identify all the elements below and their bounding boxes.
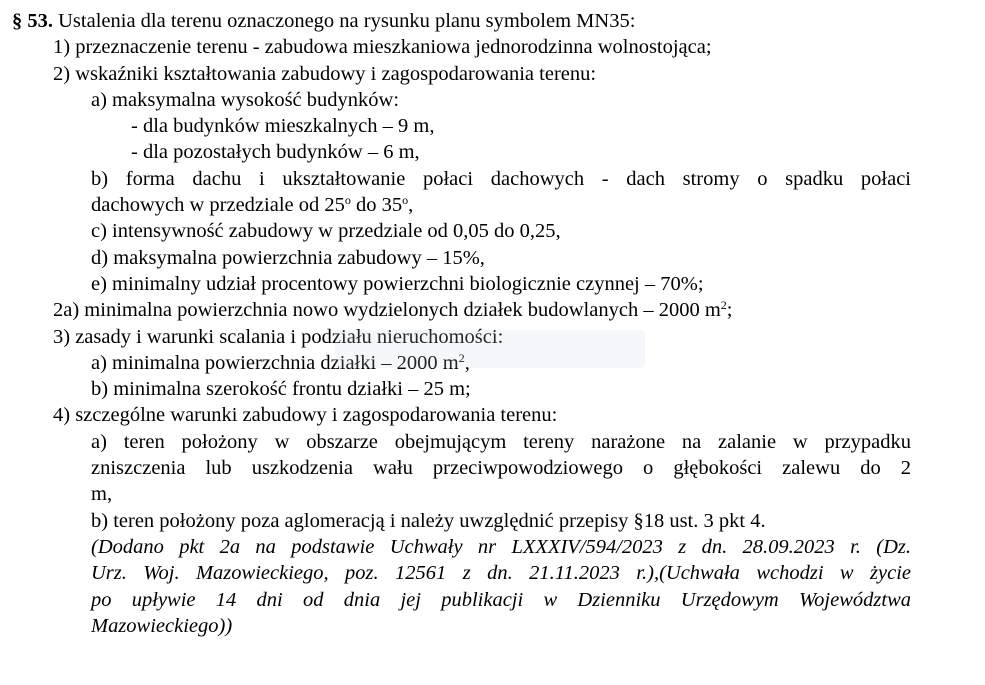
item-2a: a) maksymalna wysokość budynków: xyxy=(91,88,400,111)
item-4a-line2: zniszczenia lub uszkodzenia wału przeciwpowodziowego o głębokości zalewu do 2 xyxy=(91,457,911,480)
item-2e: e) minimalny udział procentowy powierzchni biologicznie czynnej – 70%; xyxy=(91,272,704,295)
item-4: 4) szczególne warunki zabudowy i zagospodarowania terenu: xyxy=(53,404,558,427)
item-4a-line1: a) teren położony w obszarze obejmującym tereny narażone na zalanie w przypadku xyxy=(91,430,911,453)
item-1: 1) przeznaczenie terenu - zabudowa mieszkaniowa jednorodzinna wolnostojąca; xyxy=(53,36,712,59)
watermark-overlay xyxy=(335,330,645,368)
item-4a-line3: m, xyxy=(91,483,113,506)
amendment-note-line1: (Dodano pkt 2a na podstawie Uchwały nr LXXXIV/594/2023 z dn. 28.09.2023 r. (Dz. xyxy=(91,535,911,558)
amendment-note-line4: Mazowieckiego)) xyxy=(91,614,233,637)
amendment-note-line3: po upływie 14 dni od dnia jej publikacji w Dzienniku Urzędowym Województwa xyxy=(91,588,911,611)
item-3b: b) minimalna szerokość frontu działki – 25 m; xyxy=(91,378,471,401)
item-2b-line2: dachowych w przedziale od 25$^o$ do 35$^o$, xyxy=(91,193,414,217)
item-2b-line1: b) forma dachu i ukształtowanie połaci dachowych - dach stromy o spadku połaci xyxy=(91,167,911,190)
item-2c: c) intensywność zabudowy w przedziale od 0,05 do 0,25, xyxy=(91,220,561,243)
item-3a: a) minimalna powierzchnia działki – 2000 $m^2$, xyxy=(91,350,470,374)
item-2a-other: - dla pozostałych budynków – 6 m, xyxy=(131,141,420,164)
section-heading xyxy=(0,8,985,34)
item-2a-residential: - dla budynków mieszkalnych – 9 m, xyxy=(131,115,435,138)
section-number: § 53. xyxy=(12,10,53,32)
item-3: 3) zasady i warunki scalania i podziału nieruchomości: xyxy=(53,325,504,348)
item-2a-plot-area: 2a) minimalna powierzchnia nowo wydzielonych działek budowlanych – 2000 $m^2$; xyxy=(53,298,733,322)
section-title: Ustalenia dla terenu oznaczonego na rysunku planu symbolem MN35: xyxy=(58,10,636,32)
item-2d: d) maksymalna powierzchnia zabudowy – 15%, xyxy=(91,246,485,269)
amendment-note-line2: Urz. Woj. Mazowieckiego, poz. 12561 z dn. 21.11.2023 r.),(Uchwała wchodzi w życie xyxy=(91,562,911,585)
item-4b: b) teren położony poza aglomeracją i należy uwzględnić przepisy §18 ust. 3 pkt 4. xyxy=(91,509,766,532)
item-2: 2) wskaźniki kształtowania zabudowy i zagospodarowania terenu: xyxy=(53,62,597,85)
